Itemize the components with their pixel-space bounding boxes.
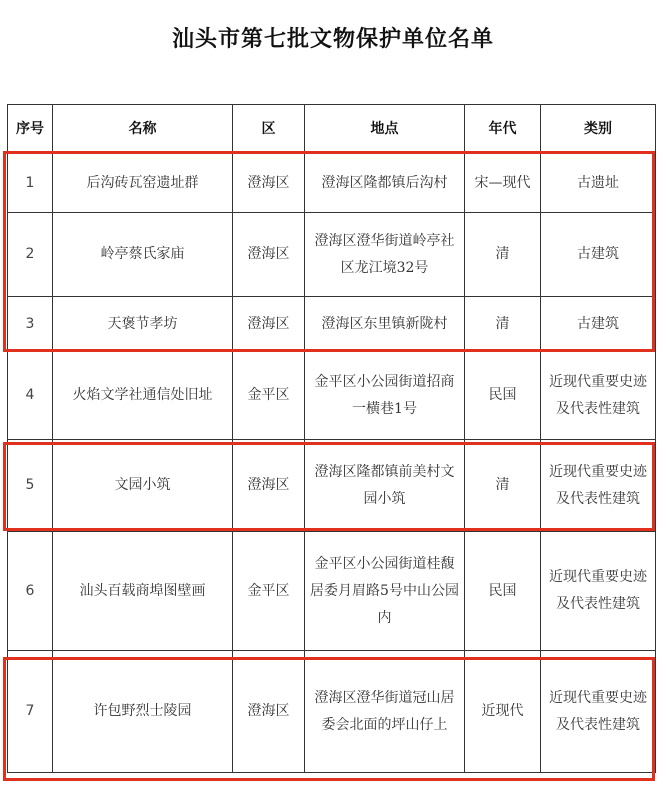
cell-category: 古建筑 [541, 213, 656, 297]
cell-district: 金平区 [233, 532, 305, 651]
cell-name: 后沟砖瓦窑遗址群 [53, 154, 233, 213]
table-row [8, 297, 656, 352]
cell-location: 澄海区澄华街道岭亭社区龙江境32号 [305, 213, 465, 297]
cell-location: 澄海区隆都镇后沟村 [305, 154, 465, 213]
cell-category: 古建筑 [541, 297, 656, 352]
cell-era: 清 [465, 440, 541, 532]
cell-district: 澄海区 [233, 651, 305, 773]
cell-era: 清 [465, 297, 541, 352]
cell-district: 金平区 [233, 352, 305, 440]
cell-category: 近现代重要史迹及代表性建筑 [541, 352, 656, 440]
cell-name: 文园小筑 [53, 440, 233, 532]
table-row [8, 440, 656, 532]
cell-location: 澄海区澄华街道冠山居委会北面的坪山仔上 [305, 651, 465, 773]
cell-index: 3 [8, 297, 53, 352]
table-header-row [8, 105, 656, 154]
cell-category: 近现代重要史迹及代表性建筑 [541, 440, 656, 532]
cell-index: 5 [8, 440, 53, 532]
table-row [8, 352, 656, 440]
cell-district: 澄海区 [233, 154, 305, 213]
cell-district: 澄海区 [233, 440, 305, 532]
cell-district: 澄海区 [233, 297, 305, 352]
cell-name: 许包野烈士陵园 [53, 651, 233, 773]
cell-era: 近现代 [465, 651, 541, 773]
cell-category: 古遗址 [541, 154, 656, 213]
cell-index: 6 [8, 532, 53, 651]
cell-name: 汕头百载商埠图壁画 [53, 532, 233, 651]
heritage-table [7, 104, 656, 773]
cell-index: 7 [8, 651, 53, 773]
cell-index: 1 [8, 154, 53, 213]
cell-index: 2 [8, 213, 53, 297]
cell-era: 民国 [465, 352, 541, 440]
cell-era: 民国 [465, 532, 541, 651]
header-name: 名称 [53, 105, 233, 154]
page-title: 汕头市第七批文物保护单位名单 [171, 27, 494, 52]
header-era: 年代 [465, 105, 541, 154]
cell-name: 天褒节孝坊 [53, 297, 233, 352]
cell-era: 清 [465, 213, 541, 297]
cell-district: 澄海区 [233, 213, 305, 297]
table-row [8, 213, 656, 297]
table-row [8, 532, 656, 651]
table-row [8, 154, 656, 213]
cell-location: 金平区小公园街道招商一横巷1号 [305, 352, 465, 440]
cell-name: 火焰文学社通信处旧址 [53, 352, 233, 440]
cell-category: 近现代重要史迹及代表性建筑 [541, 532, 656, 651]
cell-location: 澄海区东里镇新陇村 [305, 297, 465, 352]
table-row [8, 651, 656, 773]
cell-index: 4 [8, 352, 53, 440]
cell-category: 近现代重要史迹及代表性建筑 [541, 651, 656, 773]
cell-era: 宋—现代 [465, 154, 541, 213]
cell-location: 金平区小公园街道桂馥居委月眉路5号中山公园内 [305, 532, 465, 651]
header-location: 地点 [305, 105, 465, 154]
cell-location: 澄海区隆都镇前美村文园小筑 [305, 440, 465, 532]
cell-name: 岭亭蔡氏家庙 [53, 213, 233, 297]
header-category: 类别 [541, 105, 656, 154]
header-index: 序号 [8, 105, 53, 154]
header-district: 区 [233, 105, 305, 154]
